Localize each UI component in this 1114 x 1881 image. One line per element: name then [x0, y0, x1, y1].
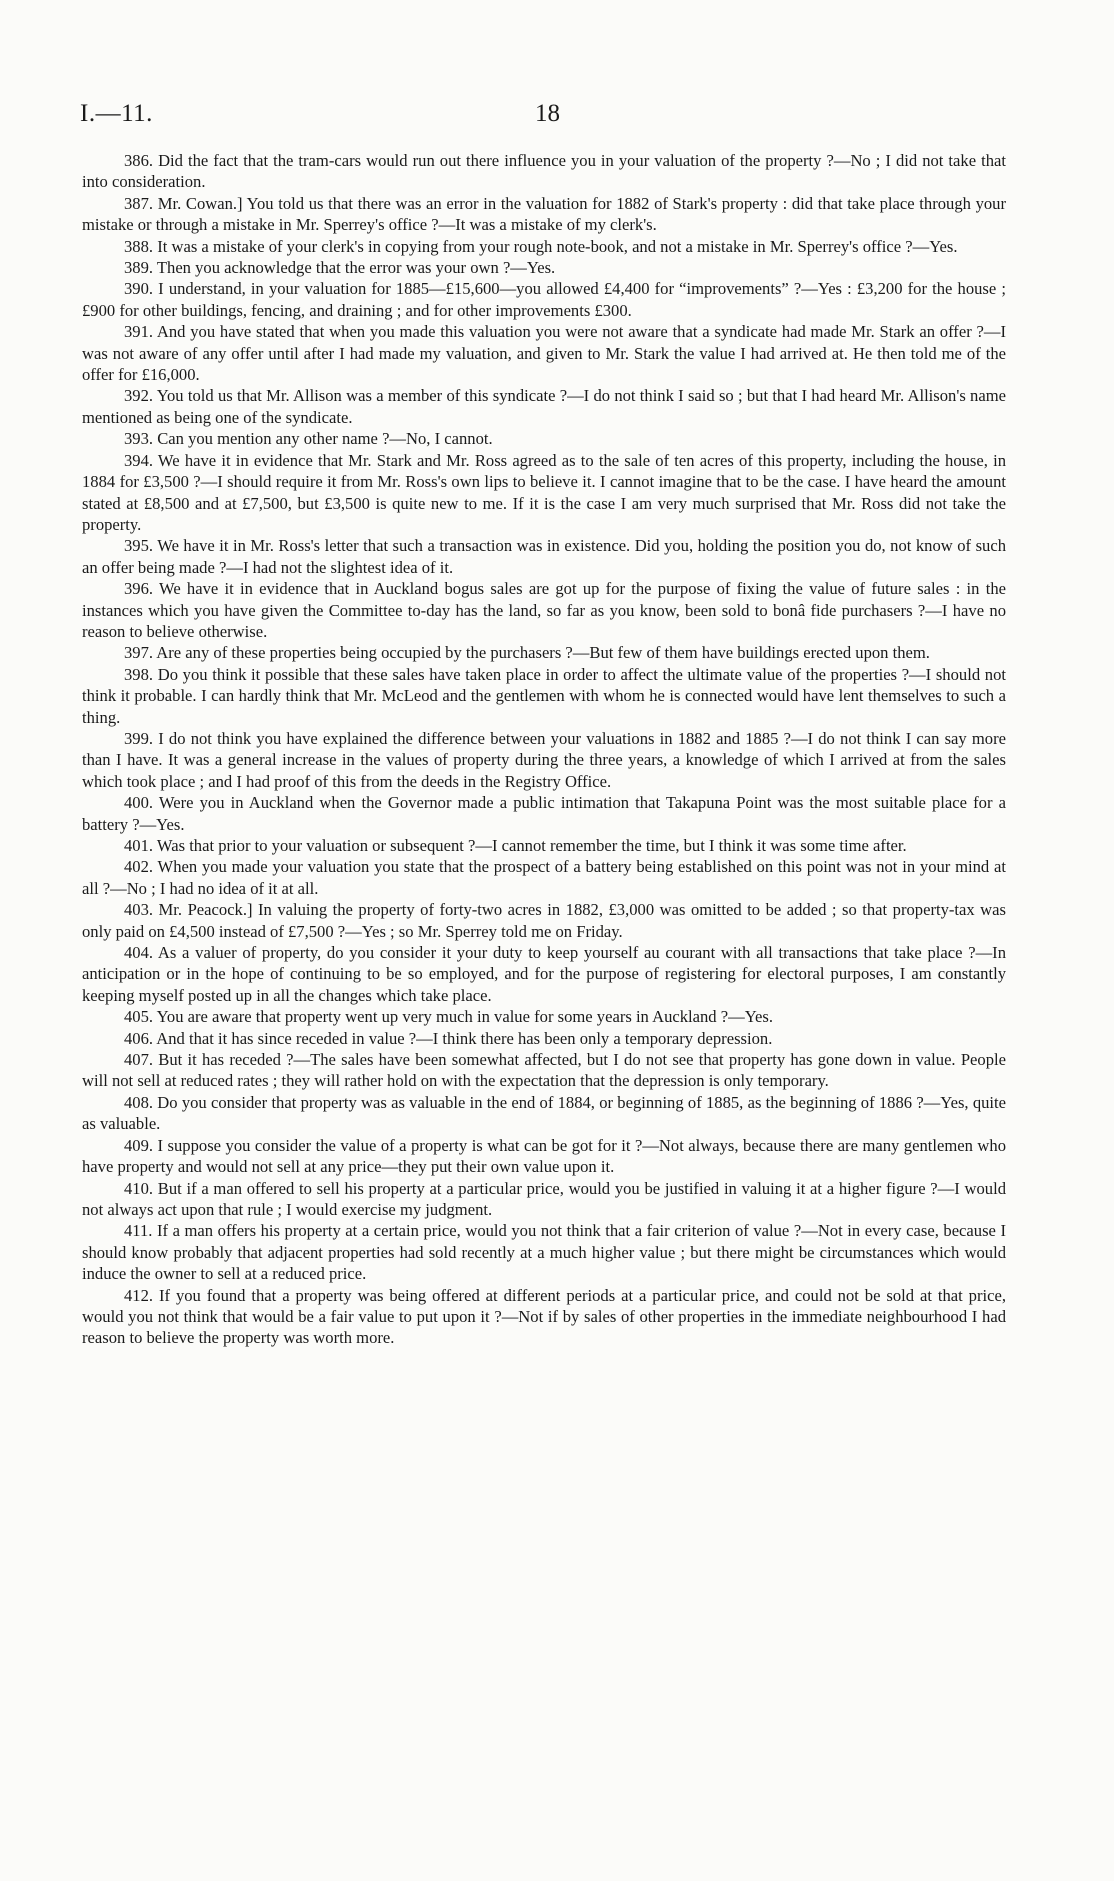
- paragraph-388: 388. It was a mistake of your clerk's in copying from your rough note-book, and not a mistake in Mr. Sperrey's office ?—Yes.: [124, 236, 958, 256]
- paragraph-387: 387. Mr. Cowan.] You told us that there was an error in the valuation for 1882 of Stark's property : did that take place through your mistake or through a mistake in Mr. Sperrey's office ?—It was a mistake of my clerk's.: [82, 193, 1006, 235]
- paragraph-402: 402. When you made your valuation you state that the prospect of a battery being established on this point was not in your mind at all ?—No ; I had no idea of it at all.: [82, 857, 1006, 898]
- paragraph-391: 391. And you have stated that when you made this valuation you were not aware that a syndicate had made Mr. Stark an offer ?—I was not aware of any offer until after I had made my valuation, and given to Mr. Stark the value I had arrived at. He then told me of the offer for £16,000.: [82, 322, 1006, 385]
- paragraph-401: 401. Was that prior to your valuation or subsequent ?—I cannot remember the time, but I think it was some time after.: [124, 836, 907, 855]
- paragraph-397: 397. Are any of these properties being occupied by the purchasers ?—But few of them have buildings erected upon them.: [124, 643, 930, 663]
- paragraph-406: 406. And that it has since receded in value ?—I think there has been only a temporary depression.: [124, 1028, 773, 1048]
- paragraph-408: 408. Do you consider that property was as valuable in the end of 1884, or beginning of 1885, as the beginning of 1886 ?—Yes, quite as valuable.: [82, 1092, 1006, 1134]
- paragraph-405: 405. You are aware that property went up very much in value for some years in Auckland ?—Yes.: [124, 1007, 774, 1027]
- paragraph-407: 407. But it has receded ?—The sales have been somewhat affected, but I do not see that property has gone down in value. People will not sell at reduced rates ; they will rather hold on with the expectation that the depression is only temporary.: [82, 1050, 1006, 1091]
- paragraph-389: 389. Then you acknowledge that the error was your own ?—Yes.: [124, 258, 556, 278]
- paragraph-400: 400. Were you in Auckland when the Governor made a public intimation that Takapuna Point was the most suitable place for a battery ?—Yes.: [82, 793, 1006, 834]
- paragraph-411: 411. If a man offers his property at a certain price, would you not think that a fair criterion of value ?—Not in every case, because I should know probably that adjacent properties had sold recently at a much higher value ; but there might be circumstances which would induce the owner to sell at a reduced price.: [82, 1221, 1006, 1284]
- evidence-text: [82, 150, 1006, 1349]
- paragraph-395: 395. We have it in Mr. Ross's letter that such a transaction was in existence. Did you, holding the position you do, not know of such an offer being made ?—I had not the slightest idea of it.: [82, 536, 1006, 577]
- paragraph-393: 393. Can you mention any other name ?—No, I cannot.: [124, 429, 493, 449]
- paragraph-412: 412. If you found that a property was being offered at different periods at a particular price, and could not be sold at that price, would you not think that would be a fair value to put upon it ?—Not if by sales of other properties in the immediate neighbourhood I had reason to believe the property was worth more.: [82, 1285, 1006, 1348]
- paragraph-409: 409. I suppose you consider the value of a property is what can be got for it ?—Not always, because there are many gentlemen who have property and would not sell at any price—they put their own value upon it.: [82, 1135, 1006, 1177]
- paragraph-392: 392. You told us that Mr. Allison was a member of this syndicate ?—I do not think I said so ; but that I had heard Mr. Allison's name mentioned as being one of the syndicate.: [82, 386, 1006, 427]
- paragraph-390: 390. I understand, in your valuation for 1885—£15,600—you allowed £4,400 for “improvements” ?—Yes : £3,200 for the house ; £900 for other buildings, fencing, and draining ; and for other improvements £300.: [82, 279, 1006, 320]
- paragraph-403: 403. Mr. Peacock.] In valuing the property of forty-two acres in 1882, £3,000 was omitted to be added ; so that property-tax was only paid on £4,500 instead of £7,500 ?—Yes ; so Mr. Sperrey told me on Friday.: [82, 900, 1006, 941]
- document-reference: I.—11.: [80, 100, 153, 127]
- paragraph-398: 398. Do you think it possible that these sales have taken place in order to affect the ultimate value of the properties ?—I should not think it probable. I can hardly think that Mr. McLeod and the gentlemen with whom he is connected would have lent themselves to such a thing.: [82, 664, 1006, 727]
- paragraph-396: 396. We have it in evidence that in Auckland bogus sales are got up for the purpose of fixing the value of future sales : in the instances which you have given the Committee to-day has the land, so far as you know, been sold to bonâ fide purchasers ?—I have no reason to believe otherwise.: [82, 579, 1006, 641]
- page-header: [80, 100, 1034, 130]
- paragraph-386: 386. Did the fact that the tram-cars would run out there influence you in your valuation of the property ?—No ; I did not take that into consideration.: [82, 151, 1006, 192]
- paragraph-394: 394. We have it in evidence that Mr. Stark and Mr. Ross agreed as to the sale of ten acres of this property, including the house, in 1884 for £3,500 ?—I should require it from Mr. Ross's own lips to believe it. I cannot imagine that to be the case. I have heard the amount stated at £8,500 and at £7,500, but £3,500 is quite new to me. If it is the case I am very much surprised that Mr. Ross did not take the property.: [82, 450, 1006, 534]
- paragraph-404: 404. As a valuer of property, do you consider it your duty to keep yourself au courant with all transactions that take place ?—In anticipation or in the hope of continuing to be so employed, and for the purpose of registering for electoral purposes, I am constantly keeping myself posted up in all the changes which take place.: [82, 943, 1006, 1005]
- page-number: 18: [535, 100, 560, 127]
- paragraph-399: 399. I do not think you have explained the difference between your valuations in 1882 and 1885 ?—I do not think I can say more than I have. It was a general increase in the values of property during the three years, a knowledge of which I arrived at from the sales which took place ; and I had proof of this from the deeds in the Registry Office.: [82, 728, 1006, 791]
- paragraph-410: 410. But if a man offered to sell his property at a particular price, would you be justified in valuing it at a higher figure ?—I would not always act upon that rule ; I would exercise my judgment.: [82, 1178, 1006, 1219]
